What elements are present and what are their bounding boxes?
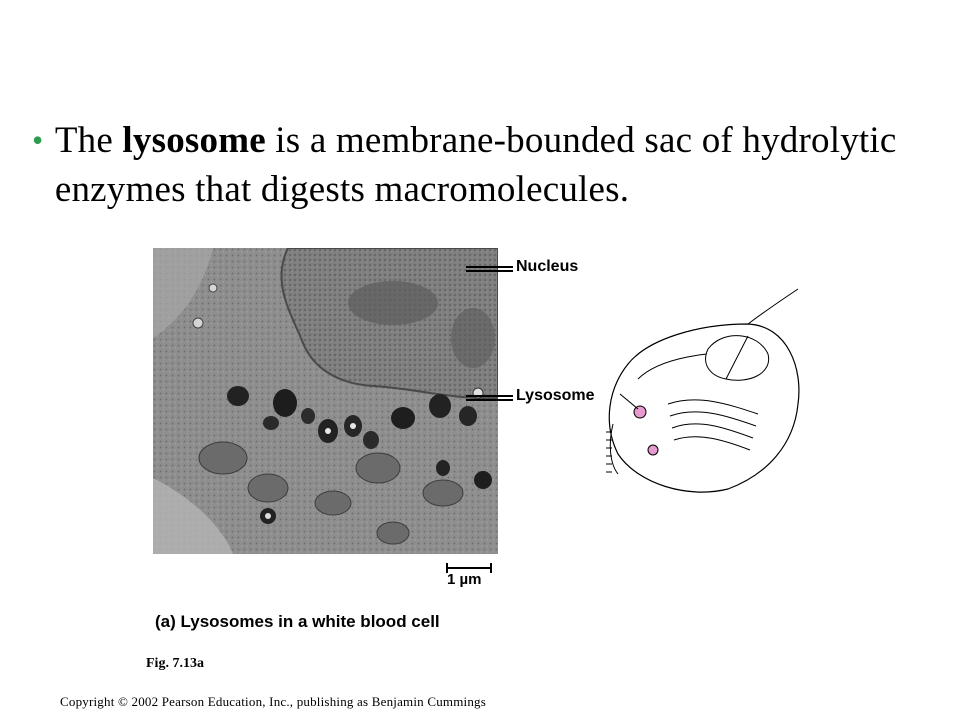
lysosome-label: Lysosome [516, 387, 595, 404]
scale-bar [446, 567, 492, 569]
figure-caption: (a) Lysosomes in a white blood cell [155, 612, 440, 631]
nucleus-leader-line [466, 266, 513, 272]
bullet-text-suffix: is a membrane-bounded sac of hydrolytic enzymes that digests macromolecules. [54, 120, 897, 210]
copyright-notice: Copyright © 2002 Pearson Education, Inc., publishing as Benjamin Cummings [60, 694, 486, 709]
bullet-text-keyword: lysosome [122, 120, 266, 161]
scale-bar-label: 1 µm [447, 571, 482, 588]
nucleus-label: Nucleus [516, 258, 579, 275]
bullet-point [32, 116, 912, 214]
bullet-text [55, 116, 912, 214]
figure-number: Fig. 7.13a [146, 656, 204, 671]
lysosome-leader-line [466, 395, 513, 401]
bullet-text-prefix: The [54, 120, 123, 161]
scale-bar-tick-right [490, 563, 492, 573]
bullet-icon: • [32, 122, 44, 158]
electron-micrograph [153, 248, 498, 554]
cell-illustration [598, 284, 804, 504]
